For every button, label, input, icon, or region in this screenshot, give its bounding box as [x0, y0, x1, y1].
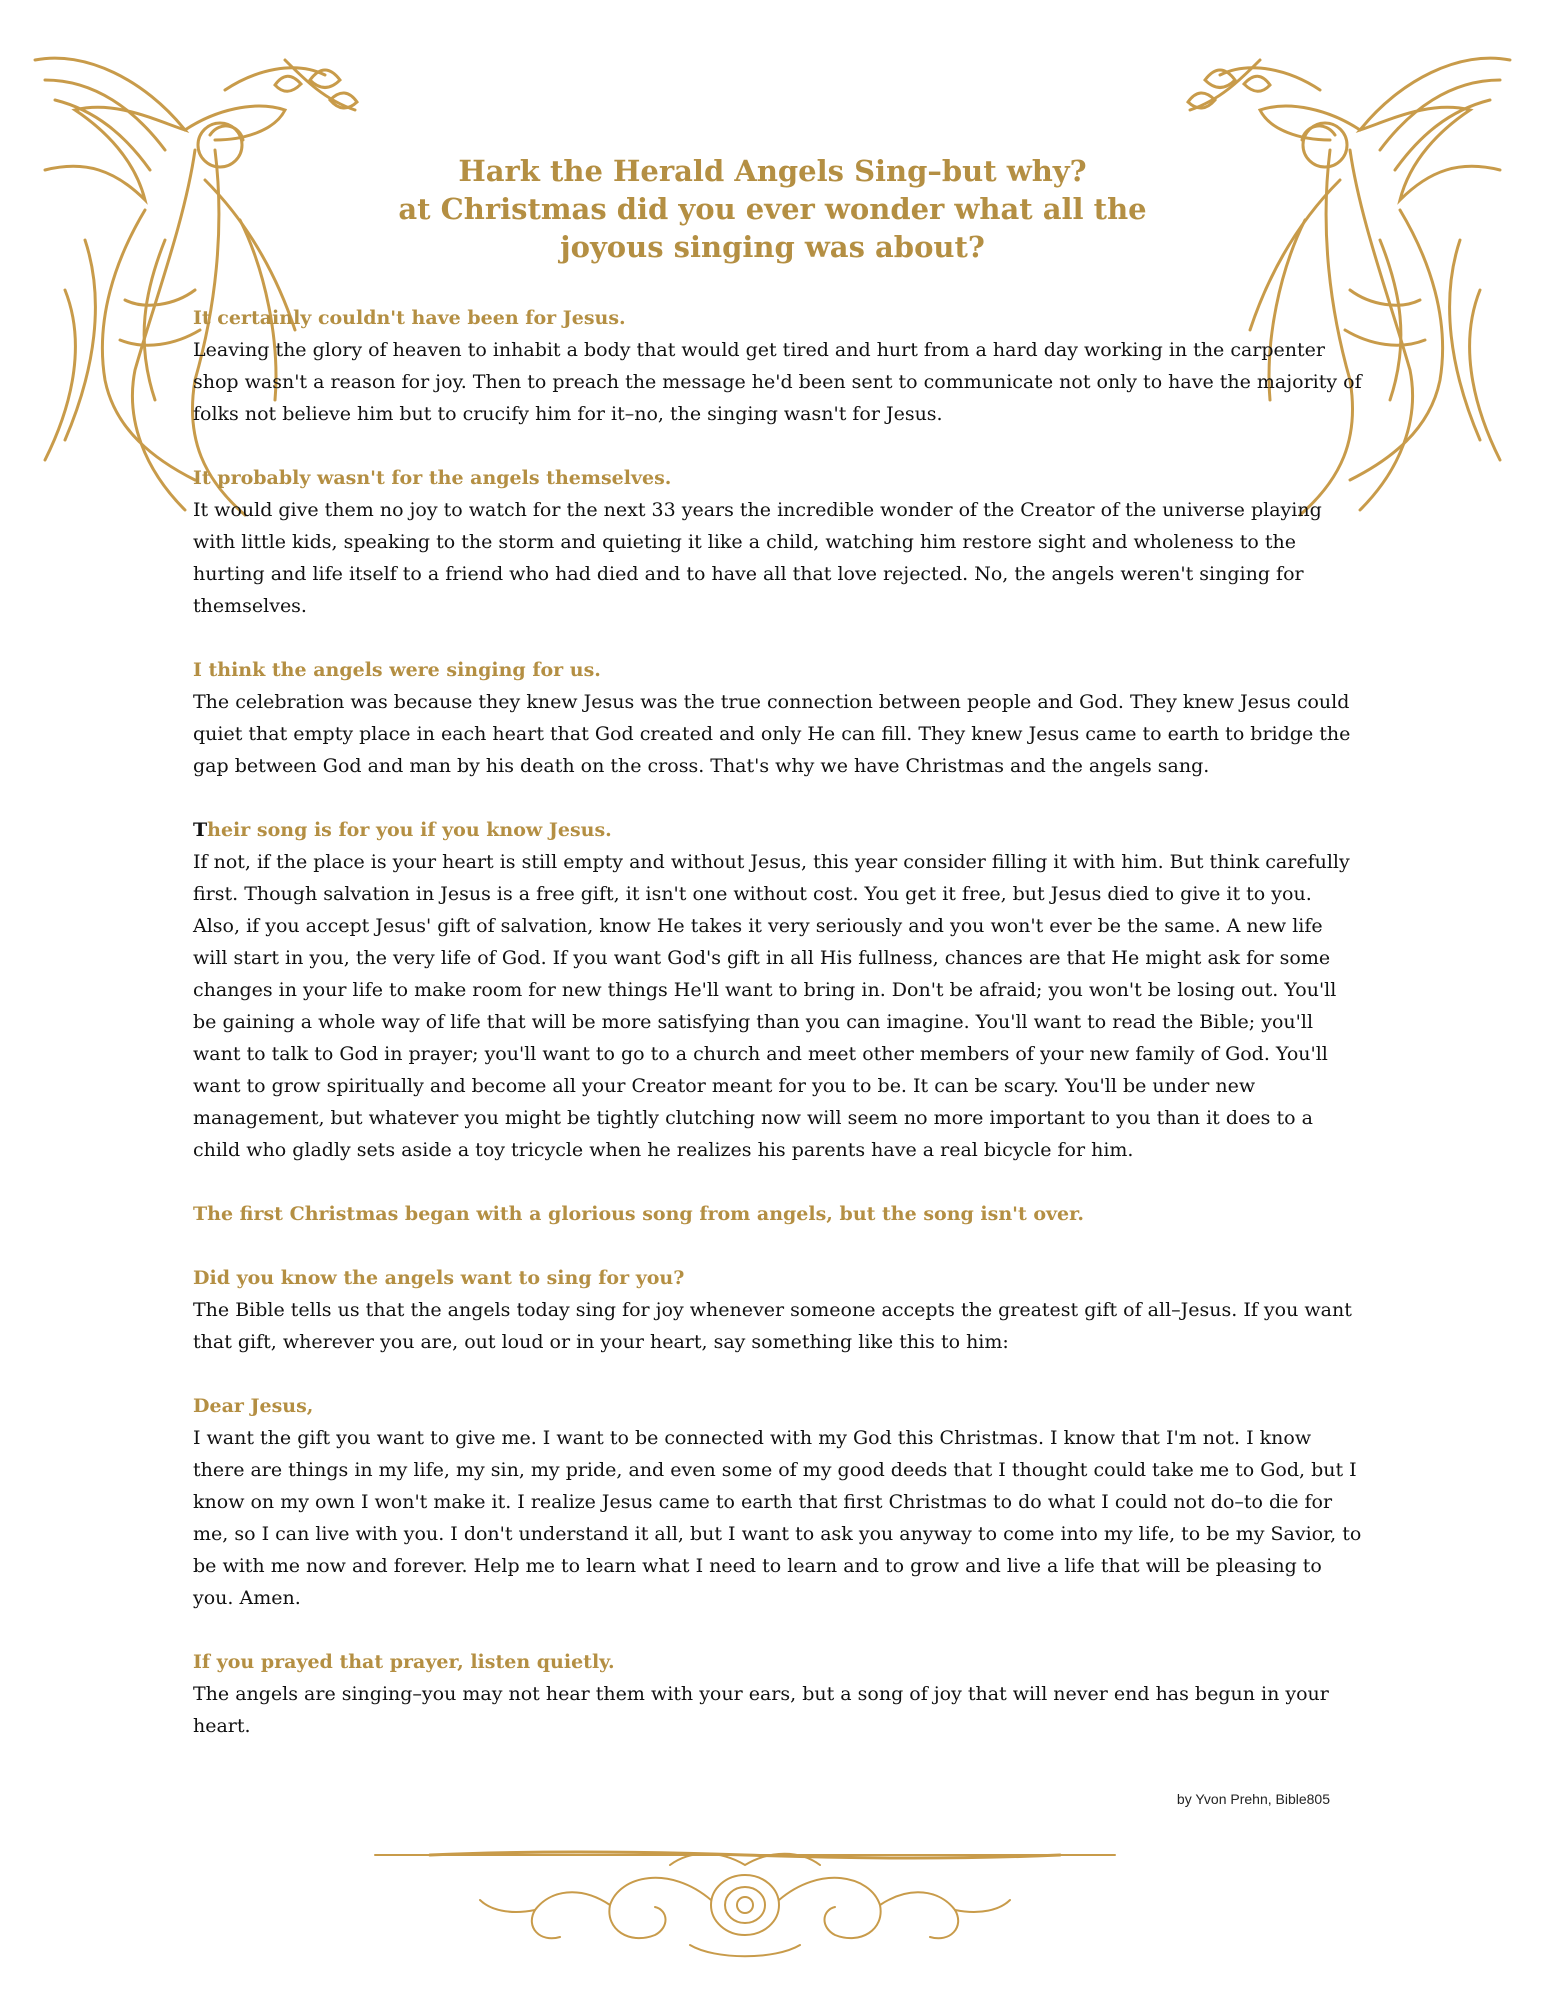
heading-first-letter: T [193, 819, 208, 841]
title-line-3: joyous singing was about? [560, 230, 985, 264]
title-line-2: at Christmas did you ever wonder what all the [398, 192, 1147, 226]
section-for-angels [193, 462, 1363, 622]
section-text: It would give them no joy to watch for the next 33 years the incredible wonder of the Creator of the universe playing with little kids, speaking to the storm and quieting it like a child, watching him restore sight and wholeness to the hurting and life itself to a friend who had died and to have all that love rejected. No, the angels weren't singing for themselves. [193, 499, 1322, 617]
section-heading: I think the angels were singing for us. [193, 659, 601, 681]
section-heading: The first Christmas began with a glorious song from angels, but the song isn't over. [193, 1203, 1085, 1225]
section-heading: Did you know the angels want to sing for you? [193, 1267, 685, 1289]
section-their-song [193, 814, 1363, 1166]
article-body [193, 302, 1363, 1774]
section-text: Leaving the glory of heaven to inhabit a body that would get tired and hurt from a hard day working in the carpenter shop wasn't a reason for joy. Then to preach the message he'd been sent to communicate not only to have the majority of folks not believe him but to crucify him for it–no, the singing wasn't for Jesus. [193, 339, 1362, 425]
section-for-jesus [193, 302, 1363, 430]
section-heading: Dear Jesus, [193, 1395, 314, 1417]
scroll-ornament-divider [370, 1805, 1120, 1965]
section-text: The celebration was because they knew Jesus was the true connection between people and God. They knew Jesus could quiet that empty place in each heart that God created and only He can fill. They knew Jesus came to earth to bridge the gap between God and man by his death on the cross. That's why we have Christmas and the angels sang. [193, 691, 1351, 777]
section-heading [193, 814, 1363, 846]
section-heading: It probably wasn't for the angels themselves. [193, 467, 672, 489]
section-text: The angels are singing–you may not hear them with your ears, but a song of joy that will never end has begun in your heart. [193, 1683, 1329, 1737]
section-heading: If you prayed that prayer, listen quietly. [193, 1651, 615, 1673]
section-angels-sing [193, 1262, 1363, 1358]
heading-rest: heir song is for you if you know Jesus. [207, 819, 612, 841]
section-for-us [193, 654, 1363, 782]
title-line-1: Hark the Herald Angels Sing–but why? [458, 154, 1087, 188]
section-text: I want the gift you want to give me. I want to be connected with my God this Christmas. I know that I'm not. I know there are things in my life, my sin, my pride, and even some of my good deeds that I thought could take me to God, but I know on my own I won't make it. I realize Jesus came to earth that first Christmas to do what I could not do–to die for me, so I can live with you. I don't understand it all, but I want to ask you anyway to come into my life, to be my Savior, to be with me now and forever. Help me to learn what I need to learn and to grow and live a life that will be pleasing to you. Amen. [193, 1427, 1362, 1609]
section-text: If not, if the place is your heart is still empty and without Jesus, this year consider filling it with him. But think carefully first. Though salvation in Jesus is a free gift, it isn't one without cost. You get it free, but Jesus died to give it to you. Also, if you accept Jesus' gift of salvation, know He takes it very seriously and you won't ever be the same. A new life will start in you, the very life of God. If you want God's gift in all His fullness, chances are that He might ask for some changes in your life to make room for new things He'll want to bring in. Don't be afraid; you won't be losing out. You'll be gaining a whole way of life that will be more satisfying than you can imagine. You'll want to read the Bible; you'll want to talk to God in prayer; you'll want to go to a church and meet other members of your new family of God. You'll want to grow spiritually and become all your Creator meant for you to be. It can be scary. You'll be under new management, but whatever you might be tightly clutching now will seem no more important to you than it does to a child who gladly sets aside a toy tricycle when he realizes his parents have a real bicycle for him. [193, 851, 1350, 1161]
page-title [300, 152, 1245, 266]
section-first-christmas [193, 1198, 1363, 1230]
section-prayer [193, 1390, 1363, 1614]
section-heading: It certainly couldn't have been for Jesus. [193, 307, 626, 329]
section-text: The Bible tells us that the angels today sing for joy whenever someone accepts the greatest gift of all–Jesus. If you want that gift, wherever you are, out loud or in your heart, say something like this to him: [193, 1299, 1352, 1353]
section-listen [193, 1646, 1363, 1742]
author-byline: by Yvon Prehn, Bible805 [1176, 1791, 1330, 1807]
